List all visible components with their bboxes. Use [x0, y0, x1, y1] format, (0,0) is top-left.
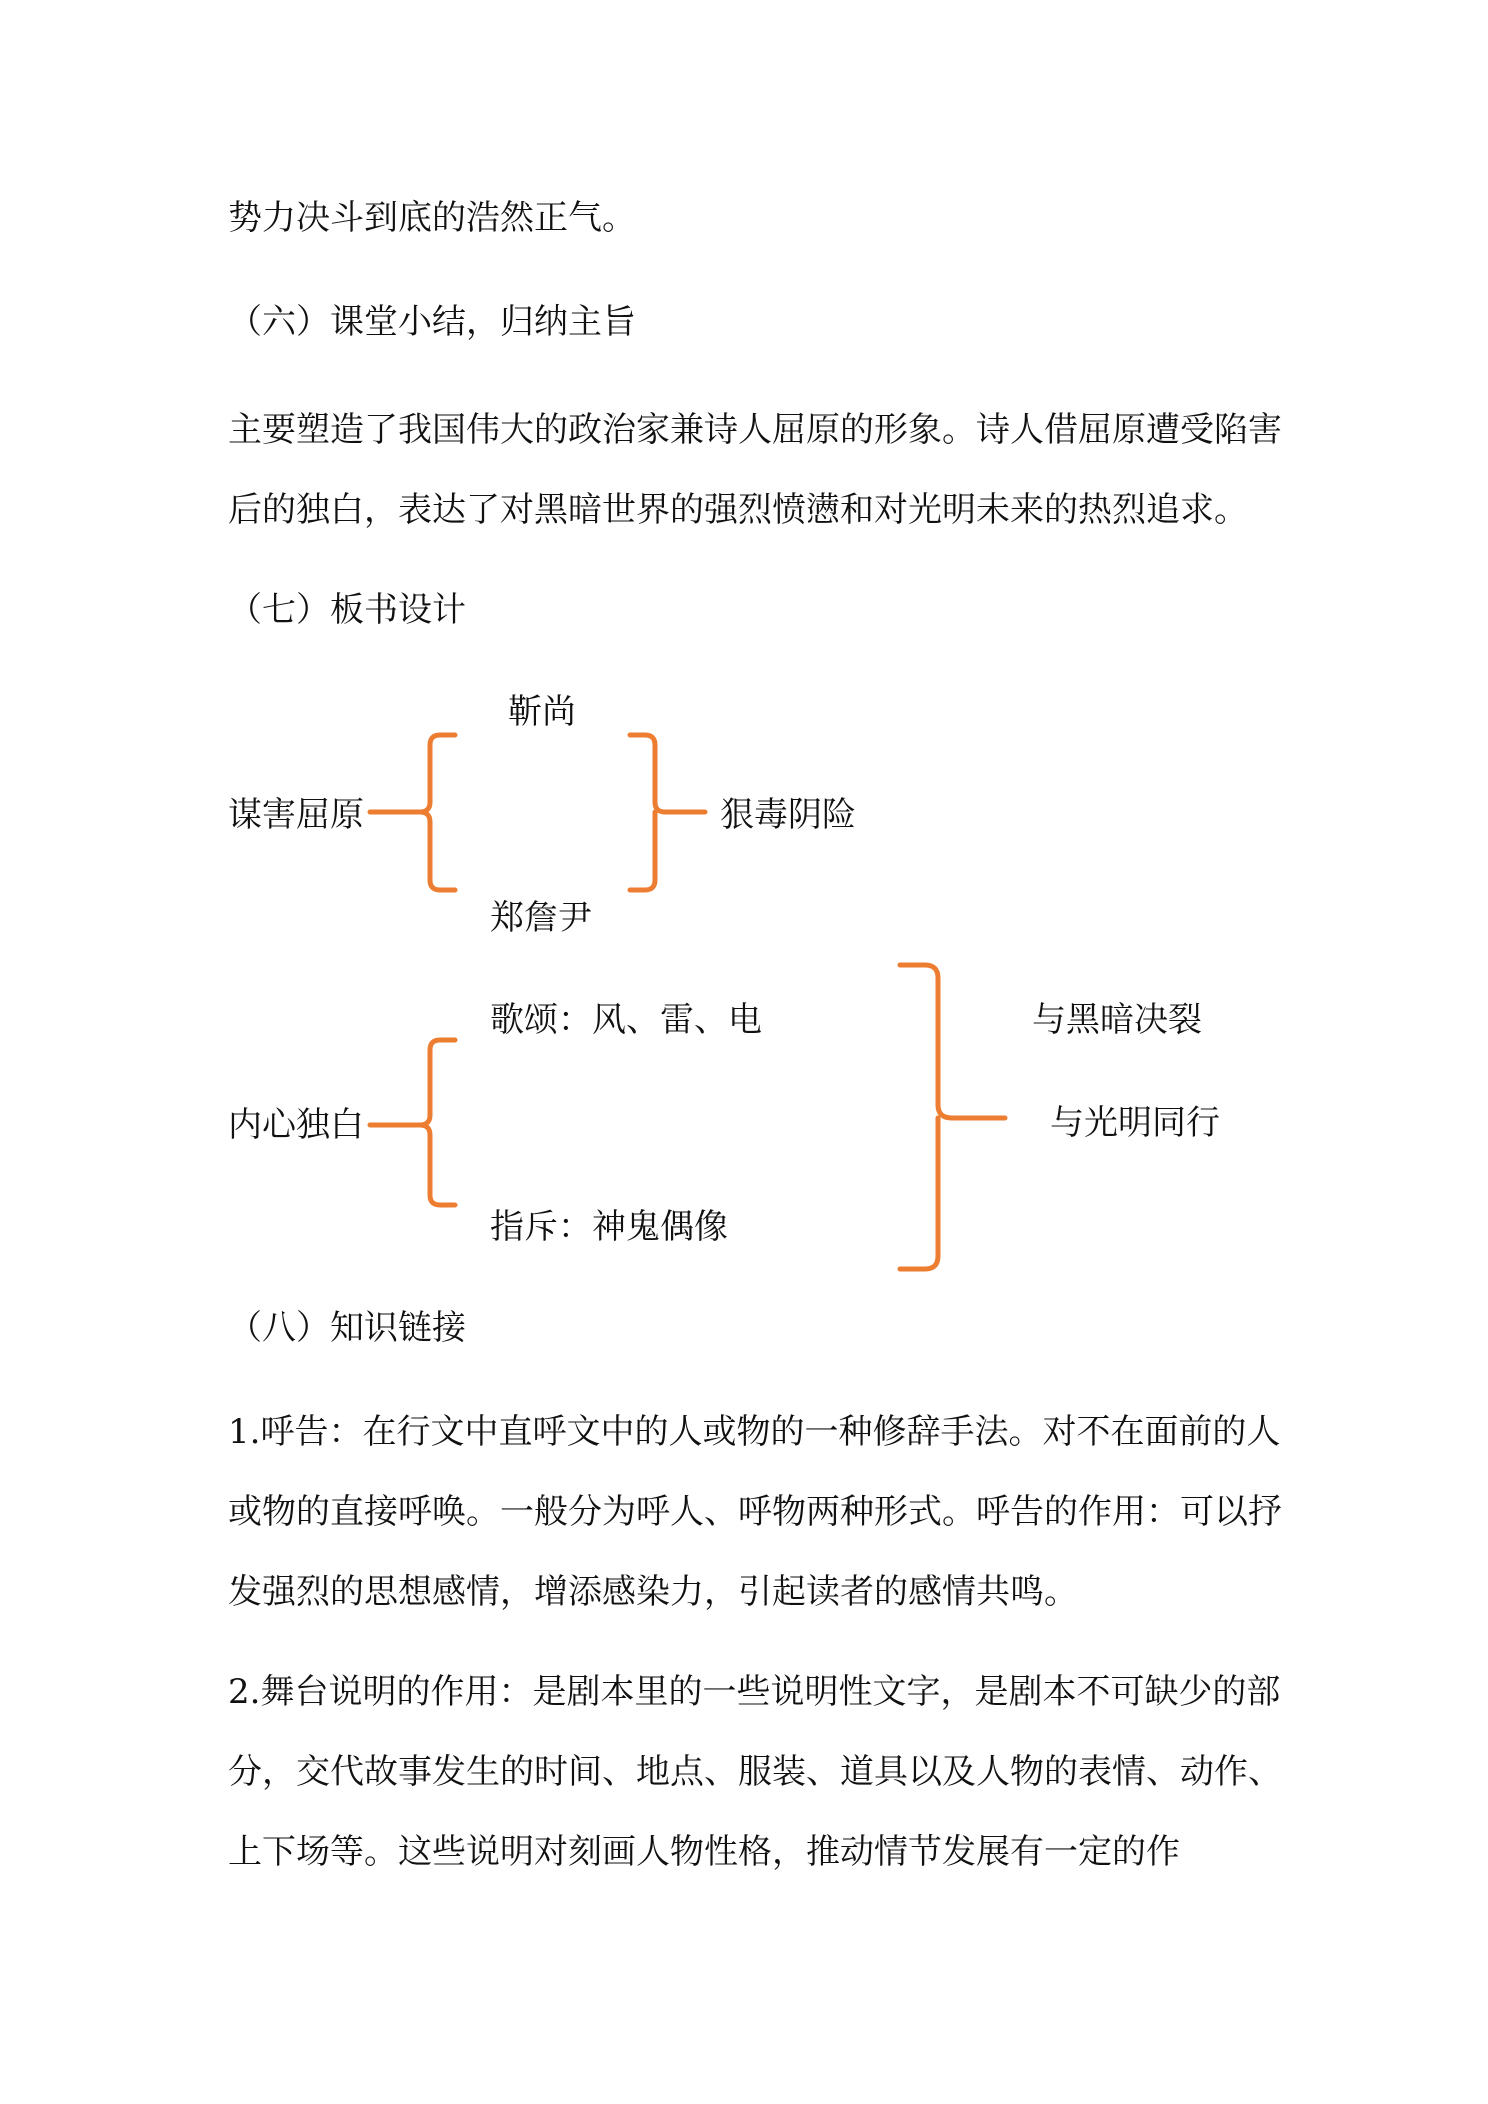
brace-group2-right — [900, 965, 1005, 1269]
section7-heading: （七）板书设计 — [228, 590, 466, 630]
brace-group2-left — [370, 1040, 455, 1205]
section8-heading: （八）知识链接 — [228, 1308, 466, 1348]
board-group1-bottom: 郑詹尹 — [490, 898, 592, 938]
section8-item1: 1.呼告：在行文中直呼文中的人或物的一种修辞手法。对不在面前的人或物的直接呼唤。一般分为呼人、呼物两种形式。呼告的作用：可以抒发强烈的思想感情，增添感染力，引起读者的感情共鸣。 — [228, 1412, 1282, 1612]
board-group2-bottom: 指斥：神鬼偶像 — [490, 1207, 728, 1247]
section6-heading: （六）课堂小结，归纳主旨 — [228, 302, 636, 342]
section8-item2: 2.舞台说明的作用：是剧本里的一些说明性文字，是剧本不可缺少的部分，交代故事发生的时间、地点、服装、道具以及人物的表情、动作、上下场等。这些说明对刻画人物性格，推动情节发展有一定的作 — [228, 1672, 1282, 1872]
board-group2-right-top: 与黑暗决裂 — [1032, 1000, 1202, 1040]
board-group1-top: 靳尚 — [508, 692, 576, 732]
section6-body: 主要塑造了我国伟大的政治家兼诗人屈原的形象。诗人借屈原遭受陷害后的独白，表达了对黑暗世界的强烈愤懑和对光明未来的热烈追求。 — [228, 410, 1282, 530]
board-group1-left: 谋害屈原 — [228, 795, 364, 835]
board-group1-right: 狠毒阴险 — [720, 795, 856, 835]
brace-group1-left — [370, 735, 455, 890]
continued-line: 势力决斗到底的浩然正气。 — [228, 198, 636, 238]
board-group2-top: 歌颂：风、雷、电 — [490, 1000, 762, 1040]
board-group2-right-bottom: 与光明同行 — [1050, 1103, 1220, 1143]
board-group2-left: 内心独白 — [228, 1105, 364, 1145]
brace-group1-right — [630, 735, 705, 890]
